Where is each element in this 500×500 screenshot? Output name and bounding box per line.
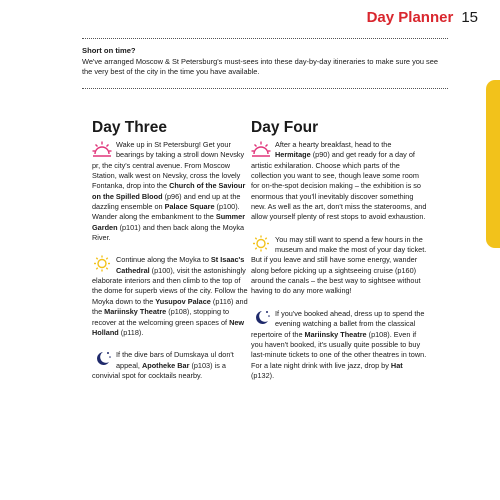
morning-icon <box>92 140 112 157</box>
day-three-column <box>92 119 252 393</box>
page-header <box>367 9 478 26</box>
section-title: Day Planner <box>366 9 454 26</box>
day-three-morning-text: Wake up in St Petersburg! Get your bearings by taking a stroll down Nevsky pr, the city's central avenue. From Moscow Station, walk west on Nevsky, cross the lovely Fontanka, drop into the Church of the Saviour on the Spilled Blood (p96) and end up at the dazzling ensemble on Palace Square (p100). Wander along the embankment to the Summer Garden (p101) and then back along the Moyka River. <box>92 140 246 243</box>
day-four-title: Day Four <box>251 119 319 136</box>
day-four-afternoon <box>251 235 427 297</box>
intro-box <box>82 38 448 89</box>
day-four-afternoon-text: You may still want to spend a few hours in the museum and make the most of your day ticket. But if you leave and still have some energy, wander along before picking up a sightseeing cruise (p160) around the canals – the best way to sightsee without having to do any more walking! <box>251 234 427 296</box>
intro-title: Short on time? <box>82 46 136 55</box>
day-four-morning <box>251 140 427 223</box>
page-number: 15 <box>461 9 478 26</box>
day-three-afternoon <box>92 255 252 338</box>
afternoon-sun-icon <box>251 235 271 252</box>
day-three-night-text: If the dive bars of Dumskaya ul don't appeal, Apotheke Bar (p103) is a convivial spot for cocktails nearby. <box>92 350 234 380</box>
yellow-section-tab <box>486 80 500 248</box>
day-four-night <box>251 309 427 381</box>
night-moon-icon <box>251 309 271 326</box>
day-three-afternoon-text: Continue along the Moyka to St Isaac's Cathedral (p100), visit the astonishingly elaborate interiors and then climb to the top of the dome for superb views of the city. Follow the Moyka down to the Yusupov Palace (p116) and the Mariinsky Theatre (p108), stopping to recover at the welcoming green spaces of New Holland (p118). <box>92 255 248 337</box>
night-moon-icon <box>92 350 112 367</box>
intro-body: We've arranged Moscow & St Petersburg's must-sees into these day-by-day itineraries to make sure you see the very best of the city in the time you have available. <box>82 57 438 77</box>
day-four-night-text: If you've booked ahead, dress up to spend the evening watching a ballet from the classical repertoire of the Mariinsky Theatre (p108). Even if you haven't booked, it's usually quite possible to buy last-minute tickets to one of the other theatres in town. For a late night drink with live jazz, drop by Hat (p132). <box>251 308 427 380</box>
day-four-column <box>251 119 427 393</box>
day-three-night <box>92 350 252 381</box>
day-three-morning <box>92 140 252 243</box>
afternoon-sun-icon <box>92 255 112 272</box>
morning-icon <box>251 140 271 157</box>
day-three-title: Day Three <box>92 119 167 136</box>
day-four-morning-text: After a hearty breakfast, head to the Hermitage (p90) and get ready for a day of artistic exhilaration. Choose which parts of the collection you want to see, though leave some room for on-the-spot decision making – the exhibition is so enormous that you'll inevitably discover something new. As well as the art, don't miss the staterooms, and allow yourself plenty of rest stops to avoid exhaustion. <box>251 140 427 222</box>
